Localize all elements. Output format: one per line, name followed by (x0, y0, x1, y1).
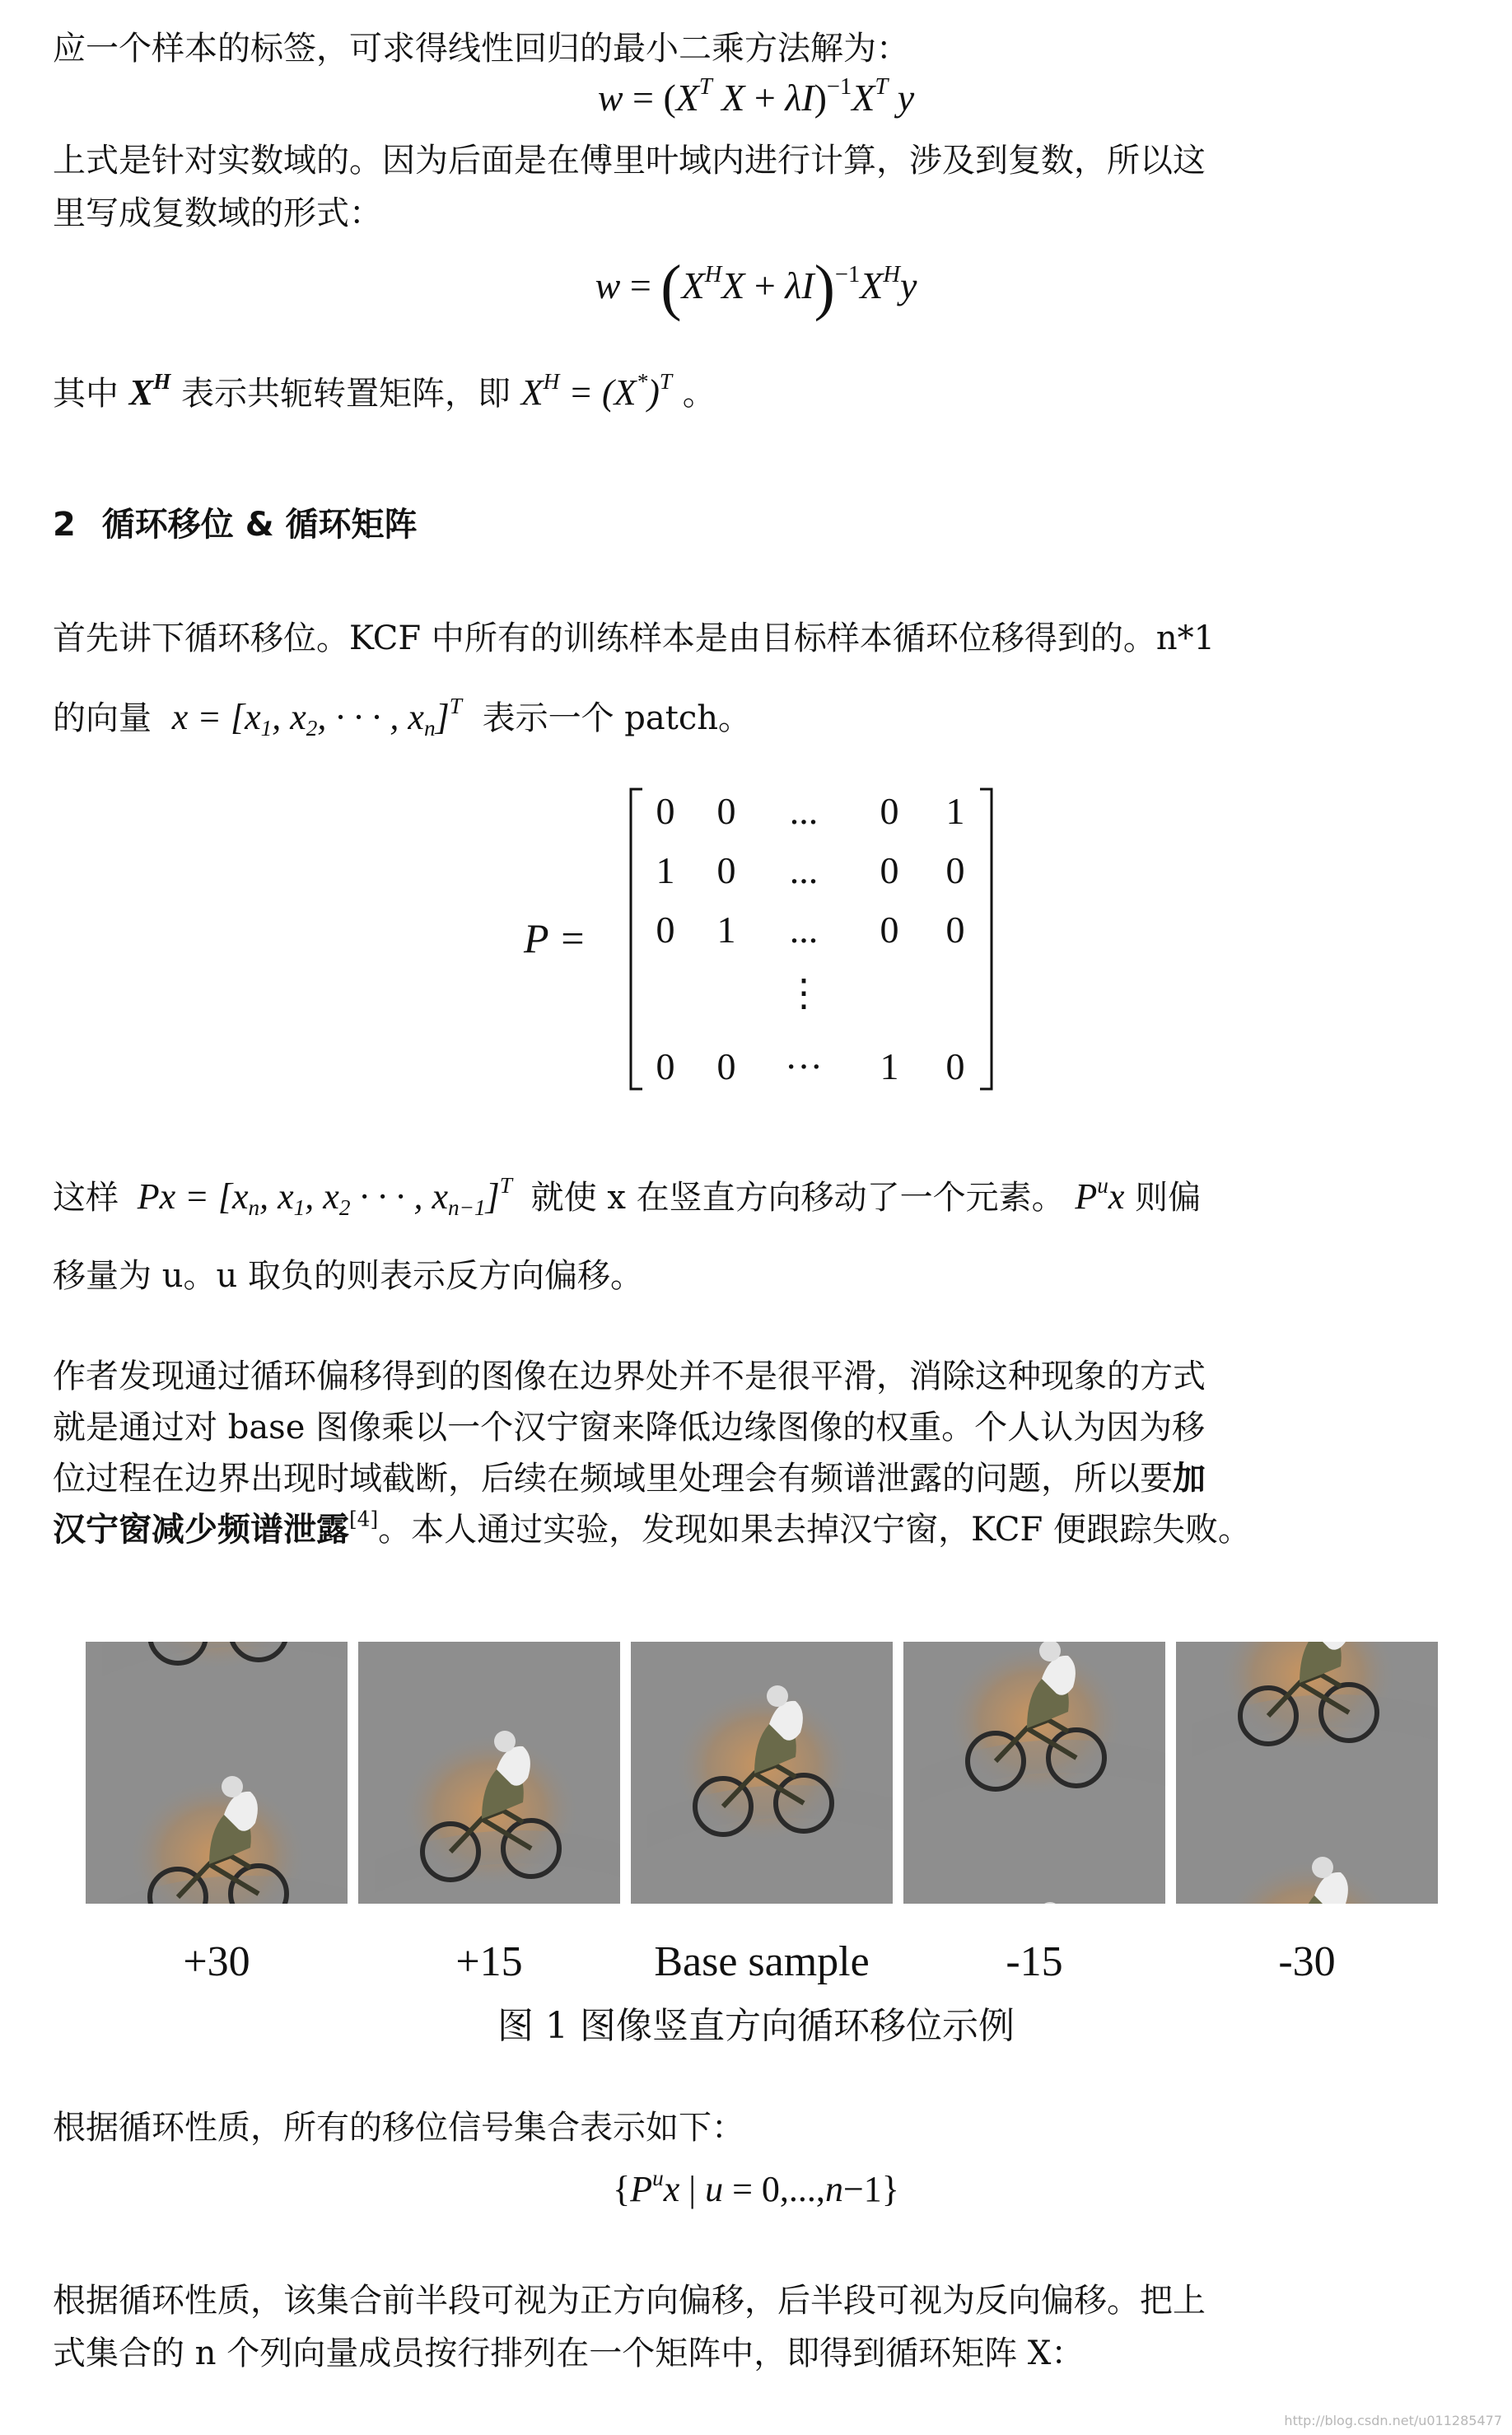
matrix-cell: ... (789, 909, 819, 951)
matrix-cell: 0 (656, 790, 675, 832)
matrix-cell: 1 (656, 849, 675, 891)
matrix-cell: 0 (880, 909, 899, 951)
figure-shift-examples (86, 1642, 1436, 1904)
matrix-cell: 1 (716, 909, 736, 951)
thumb-base-sample (631, 1642, 893, 1904)
text-line: 首先讲下循环移位。KCF 中所有的训练样本是由目标样本循环位移得到的。n*1 (53, 619, 1216, 657)
text-segment: 。 (682, 375, 716, 413)
text-segment: 的向量 (53, 699, 152, 737)
text-segment: 表示共轭转置矩阵，即 (181, 375, 511, 413)
matrix-cell: 0 (880, 790, 899, 832)
watermark: http://blog.csdn.net/u011285477 (1284, 2413, 1502, 2428)
text-segment: 。本人通过实验，发现如果去掉汉宁窗，KCF 便跟踪失败。 (378, 1511, 1252, 1549)
equation-complex: $w = (X^HX + \lambda I)^{-1}X^Hy$ (595, 253, 917, 322)
figure-label: +15 (455, 1938, 523, 1985)
thumb-plus-15 (358, 1642, 620, 1904)
figure-caption: 图 1 图像竖直方向循环移位示例 (497, 2005, 1015, 2047)
matrix-cell: 0 (656, 1045, 675, 1087)
text-line (53, 1504, 1463, 1555)
section-title: 循环移位 & 循环矩阵 (101, 506, 418, 544)
text-segment: 则偏 (1135, 1179, 1202, 1217)
text-line: 里写成复数域的形式： (53, 194, 382, 232)
text-segment: 就使 x 在竖直方向移动了一个元素。 (530, 1179, 1065, 1217)
matrix-cell: ... (789, 790, 819, 832)
thumb-minus-30 (1176, 1642, 1438, 1904)
text-line: 式集合的 n 个列向量成员按行排列在一个矩阵中，即得到循环矩阵 X： (53, 2335, 1085, 2372)
matrix-cell: 0 (945, 1045, 965, 1087)
thumb-minus-15 (903, 1642, 1165, 1904)
figure-label: -15 (1006, 1938, 1063, 1985)
matrix-cell: ⋮ (785, 972, 823, 1014)
text-line: 上式是针对实数域的。因为后面是在傅里叶域内进行计算，涉及到复数，所以这 (53, 142, 1206, 180)
text-line-vector (53, 692, 1463, 744)
thumb-plus-30 (86, 1642, 348, 1904)
text-segment: 位过程在边界出现时域截断，后续在频域里处理会有频谱泄露的问题，所以要 (53, 1460, 1173, 1498)
equation-shift-set: {$P^ux$ | u = 0,...,n−1} (613, 2165, 899, 2209)
matrix-cell: 0 (945, 909, 965, 951)
reference-mark: [4] (349, 1507, 379, 1531)
matrix-cell: ... (789, 849, 819, 891)
math-conjugate-transpose: $X^H = (X^*)^T$ (520, 368, 673, 413)
matrix-cell: 0 (716, 790, 736, 832)
text-segment: 其中 (53, 375, 119, 413)
text-line: 作者发现通过循环偏移得到的图像在边界处并不是很平滑，消除这种现象的方式 (53, 1358, 1206, 1395)
text-line: 移量为 u。u 取负的则表示反方向偏移。 (53, 1257, 643, 1295)
math-xh: $X^H$ (128, 368, 171, 413)
math-px: $Px = [x_n$, $x_1$, $x_2$ · · · , $x_{n-1}]^T$ (137, 1172, 512, 1221)
matrix-cell: 0 (716, 849, 736, 891)
text-line: 根据循环性质，所有的移位信号集合表示如下： (53, 2109, 744, 2147)
equation-least-squares: $w = (X^T$ $X + \lambda I)^{-1}X^T$ y (597, 74, 915, 119)
text-segment: 表示一个 patch。 (482, 699, 751, 737)
text-line-conjugate (53, 367, 1463, 419)
text-line: 就是通过对 base 图像乘以一个汉宁窗来降低边缘图像的权重。个人认为因为移 (53, 1409, 1206, 1447)
matrix-label: P = (524, 915, 586, 961)
matrix-cell: 0 (880, 849, 899, 891)
math-pux: $P^ux$ (1075, 1172, 1125, 1217)
matrix-cell: 0 (716, 1045, 736, 1087)
text-line-shift (53, 1171, 1463, 1223)
figure-label: -30 (1278, 1938, 1336, 1985)
bold-text: 汉宁窗减少频谱泄露 (53, 1511, 349, 1549)
text-line (53, 1453, 1463, 1504)
figure-label: Base sample (654, 1938, 870, 1985)
section-heading (53, 499, 1463, 550)
bold-text: 加 (1173, 1460, 1206, 1498)
text-line: 根据循环性质，该集合前半段可视为正方向偏移，后半段可视为反向偏移。把上 (53, 2282, 1206, 2320)
section-number: 2 (53, 506, 76, 544)
text-segment: 这样 (53, 1179, 119, 1217)
matrix-cell: 0 (945, 849, 965, 891)
math-vector-x: $x = [x_1$, $x_2$, · · · , $x_n]^T$ (171, 693, 462, 741)
matrix-cell: 1 (945, 790, 965, 832)
figure-label: +30 (183, 1938, 250, 1985)
matrix-cell: ··· (785, 1045, 823, 1087)
text-line: 应一个样本的标签，可求得线性回归的最小二乘方法解为： (53, 30, 909, 68)
matrix-cell: 1 (880, 1045, 899, 1087)
matrix-cell: 0 (656, 909, 675, 951)
